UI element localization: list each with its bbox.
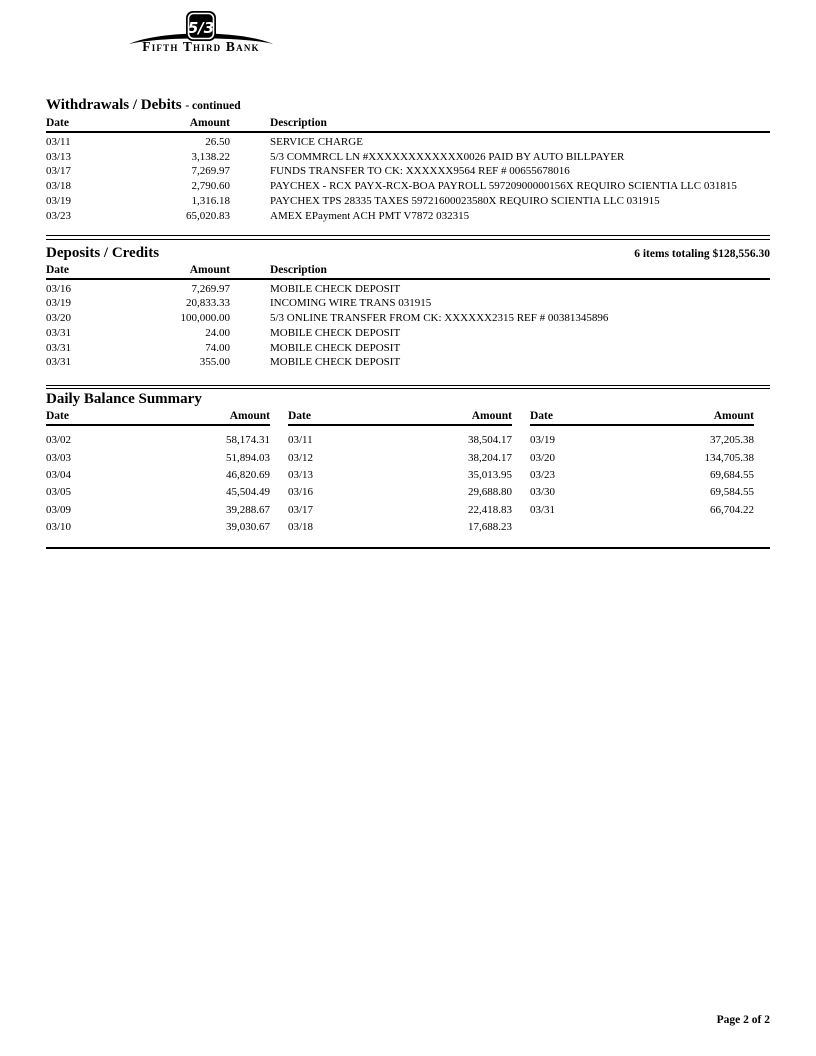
- balance-row: [288, 484, 512, 501]
- cell-amount: 355.00: [199, 356, 230, 369]
- balance-row: [288, 450, 512, 467]
- withdrawals-table: [46, 133, 770, 223]
- balance-row: [530, 484, 754, 501]
- section-end-rule: [46, 547, 770, 549]
- cell-amount: 7,269.97: [191, 165, 230, 178]
- daily-balance-table: [288, 426, 512, 536]
- cell-date: 03/18: [288, 520, 314, 533]
- daily-balance-columns: [46, 410, 770, 536]
- cell-description: MOBILE CHECK DEPOSIT: [270, 282, 401, 295]
- withdrawals-section: [46, 97, 770, 223]
- cell-date: 03/31: [46, 341, 72, 354]
- cell-description: MOBILE CHECK DEPOSIT: [270, 326, 401, 339]
- cell-description: MOBILE CHECK DEPOSIT: [270, 341, 401, 354]
- deposit-row: [46, 282, 770, 297]
- cell-amount: 20,833.33: [186, 297, 230, 310]
- balance-row: [530, 467, 754, 484]
- fifth-third-shield-icon: [185, 10, 217, 42]
- withdrawals-title-text: Withdrawals / Debits: [46, 97, 182, 113]
- withdrawal-row: [46, 194, 770, 209]
- balance-row: [530, 450, 754, 467]
- cell-description: INCOMING WIRE TRANS 031915: [270, 297, 432, 310]
- balance-row: [530, 502, 754, 519]
- cell-date: 03/09: [46, 503, 72, 516]
- withdrawal-row: [46, 164, 770, 179]
- column-header-date: Date: [46, 117, 69, 129]
- balance-row: [288, 432, 512, 449]
- daily-balance-group-1: [46, 410, 270, 536]
- deposit-row: [46, 296, 770, 311]
- daily-balance-header-row: [288, 410, 512, 426]
- cell-date: 03/13: [288, 469, 314, 482]
- cell-amount: 22,418.83: [468, 503, 512, 516]
- withdrawals-title: [46, 97, 770, 114]
- cell-amount: 39,288.67: [226, 503, 270, 516]
- daily-balance-table: [46, 426, 270, 536]
- withdrawals-continued-label: - continued: [185, 100, 241, 112]
- daily-balance-header-row: [46, 410, 270, 426]
- cell-amount: 2,790.60: [191, 180, 230, 193]
- deposits-title-row: [46, 245, 770, 261]
- deposits-header-row: [46, 264, 770, 280]
- cell-amount: 38,504.17: [468, 434, 512, 447]
- cell-date: 03/11: [46, 136, 71, 148]
- cell-amount: 66,704.22: [710, 503, 754, 516]
- cell-date: 03/05: [46, 486, 72, 499]
- cell-amount: 45,504.49: [226, 486, 270, 499]
- balance-row: [46, 450, 270, 467]
- deposit-row: [46, 341, 770, 356]
- cell-description: MOBILE CHECK DEPOSIT: [270, 356, 401, 369]
- column-header-date: Date: [288, 410, 311, 423]
- cell-amount: 35,013.95: [468, 469, 512, 482]
- balance-row: [288, 502, 512, 519]
- cell-date: 03/16: [288, 486, 314, 499]
- column-header-amount: Amount: [229, 410, 270, 423]
- daily-balance-title: Daily Balance Summary: [46, 391, 202, 408]
- withdrawal-row: [46, 135, 770, 150]
- cell-description: 5/3 COMMRCL LN #XXXXXXXXXXXX0026 PAID BY AUTO BILLPAYER: [270, 150, 625, 163]
- balance-row: [46, 432, 270, 449]
- cell-date: 03/04: [46, 469, 72, 482]
- cell-amount: 74.00: [205, 341, 230, 354]
- cell-date: 03/31: [46, 326, 72, 339]
- cell-date: 03/16: [46, 282, 72, 295]
- cell-amount: 65,020.83: [186, 209, 230, 222]
- deposit-row: [46, 355, 770, 370]
- logo-numerals: 5/3: [187, 19, 215, 37]
- cell-description: PAYCHEX TPS 28335 TAXES 59721600023580X REQUIRO SCIENTIA LLC 031915: [270, 194, 660, 207]
- column-header-description: Description: [270, 263, 327, 276]
- deposits-title: Deposits / Credits: [46, 244, 160, 261]
- cell-date: 03/19: [46, 194, 72, 207]
- column-header-amount: Amount: [189, 263, 230, 276]
- page-number-label: Page 2 of 2: [716, 1014, 770, 1026]
- cell-date: 03/13: [46, 150, 72, 163]
- cell-date: 03/19: [530, 434, 556, 447]
- cell-date: 03/30: [530, 486, 556, 499]
- balance-row: [46, 502, 270, 519]
- cell-amount: 17,688.23: [468, 520, 512, 533]
- section-divider-double-rule: [46, 235, 770, 240]
- cell-description: 5/3 ONLINE TRANSFER FROM CK: XXXXXX2315 REF # 00381345896: [270, 312, 609, 325]
- balance-row: [288, 467, 512, 484]
- cell-date: 03/17: [46, 165, 72, 178]
- daily-balance-section: [46, 391, 770, 549]
- deposits-table: [46, 280, 770, 370]
- cell-amount: 37,205.38: [710, 434, 754, 447]
- cell-date: 03/12: [288, 451, 314, 464]
- cell-description: PAYCHEX - RCX PAYX-RCX-BOA PAYROLL 59720900000156X REQUIRO SCIENTIA LLC 031815: [270, 180, 737, 193]
- cell-amount: 39,030.67: [226, 520, 270, 533]
- cell-amount: 1,316.18: [191, 194, 230, 207]
- balance-row: [530, 432, 754, 449]
- deposits-section: [46, 245, 770, 370]
- cell-amount: 58,174.31: [226, 434, 270, 447]
- column-header-description: Description: [270, 117, 327, 129]
- balance-row: [46, 484, 270, 501]
- cell-date: 03/23: [530, 469, 556, 482]
- cell-date: 03/10: [46, 520, 72, 533]
- deposits-total-summary: 6 items totaling $128,556.30: [634, 247, 770, 260]
- deposit-row: [46, 326, 770, 341]
- bank-wordmark: Fifth Third Bank: [142, 39, 260, 54]
- cell-amount: 38,204.17: [468, 451, 512, 464]
- balance-row: [46, 519, 270, 536]
- cell-date: 03/03: [46, 451, 72, 464]
- column-header-amount: Amount: [471, 410, 512, 423]
- cell-date: 03/17: [288, 503, 314, 516]
- section-divider-double-rule: [46, 385, 770, 390]
- cell-date: 03/18: [46, 180, 72, 193]
- cell-amount: 69,584.55: [710, 486, 754, 499]
- cell-date: 03/31: [46, 356, 72, 369]
- cell-date: 03/31: [530, 503, 556, 516]
- cell-date: 03/02: [46, 434, 72, 447]
- cell-date: 03/11: [288, 434, 313, 447]
- cell-date: 03/20: [46, 312, 72, 325]
- daily-balance-table: [530, 426, 754, 518]
- cell-amount: 134,705.38: [704, 451, 754, 464]
- cell-description: SERVICE CHARGE: [270, 136, 363, 148]
- column-header-date: Date: [530, 410, 553, 423]
- cell-amount: 46,820.69: [226, 469, 270, 482]
- withdrawal-row: [46, 179, 770, 194]
- column-header-amount: Amount: [189, 117, 230, 129]
- cell-amount: 7,269.97: [191, 282, 230, 295]
- cell-amount: 3,138.22: [191, 150, 230, 163]
- balance-row: [288, 519, 512, 536]
- withdrawal-row: [46, 150, 770, 165]
- column-header-date: Date: [46, 410, 69, 423]
- daily-balance-group-2: [288, 410, 512, 536]
- cell-amount: 29,688.80: [468, 486, 512, 499]
- balance-row: [46, 467, 270, 484]
- cell-date: 03/20: [530, 451, 556, 464]
- cell-amount: 100,000.00: [180, 312, 230, 325]
- cell-amount: 69,684.55: [710, 469, 754, 482]
- daily-balance-group-3: [530, 410, 754, 536]
- cell-amount: 26.50: [205, 136, 230, 148]
- bank-logo: [129, 10, 273, 58]
- column-header-amount: Amount: [713, 410, 754, 423]
- cell-description: FUNDS TRANSFER TO CK: XXXXXX9564 REF # 00655678016: [270, 165, 570, 178]
- withdrawals-header-row: [46, 117, 770, 133]
- column-header-date: Date: [46, 263, 69, 276]
- cell-amount: 51,894.03: [226, 451, 270, 464]
- cell-description: AMEX EPayment ACH PMT V7872 032315: [270, 209, 470, 222]
- cell-date: 03/23: [46, 209, 72, 222]
- cell-date: 03/19: [46, 297, 72, 310]
- deposit-row: [46, 311, 770, 326]
- daily-balance-header-row: [530, 410, 754, 426]
- withdrawal-row: [46, 209, 770, 224]
- cell-amount: 24.00: [205, 326, 230, 339]
